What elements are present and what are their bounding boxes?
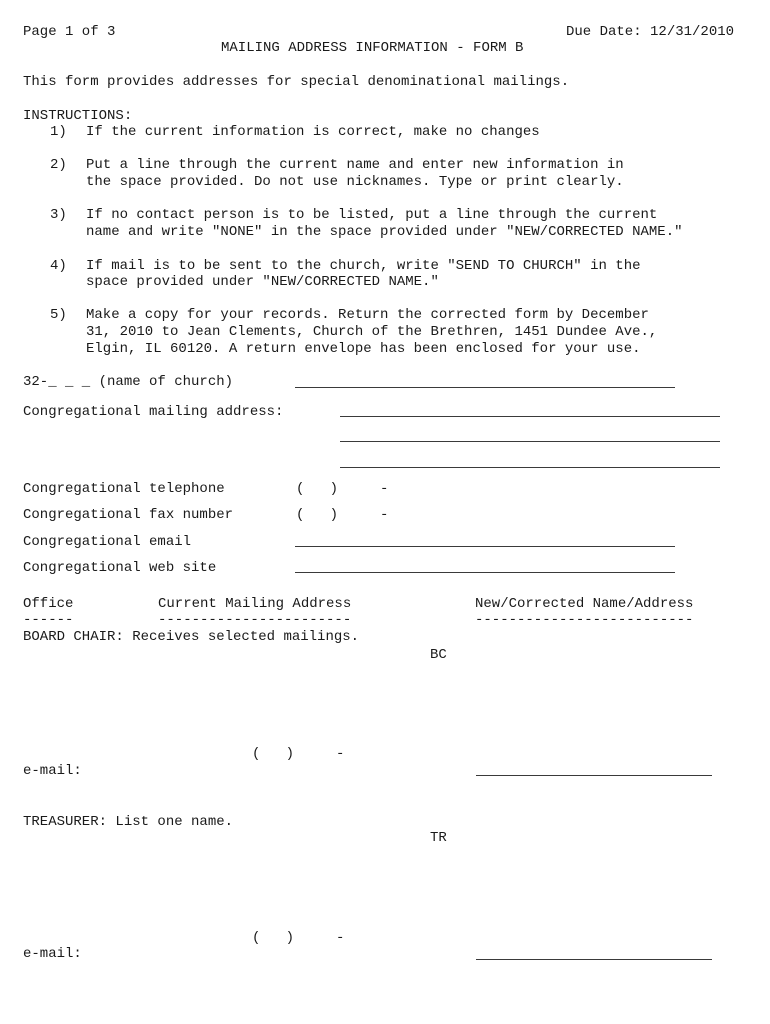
instruction-line: Elgin, IL 60120. A return envelope has been enclosed for your use.	[86, 341, 641, 357]
instruction-number: 4)	[50, 258, 67, 274]
mailing-address-blank-1[interactable]	[340, 416, 720, 417]
mailing-address-blank-2[interactable]	[340, 441, 720, 442]
telephone-field[interactable]: ( ) -	[296, 481, 389, 497]
board-chair-phone[interactable]: ( ) -	[252, 746, 345, 762]
church-name-blank[interactable]	[295, 387, 675, 388]
mailing-address-label: Congregational mailing address:	[23, 404, 284, 420]
treasurer-email-label: e-mail:	[23, 946, 82, 962]
column-divider-new: --------------------------	[475, 612, 694, 628]
email-blank[interactable]	[295, 546, 675, 547]
column-header-office: Office	[23, 596, 74, 612]
email-label: Congregational email	[23, 534, 192, 550]
instruction-number: 5)	[50, 307, 67, 323]
board-chair-email-blank[interactable]	[476, 775, 712, 776]
instruction-line: Make a copy for your records. Return the corrected form by December	[86, 307, 649, 323]
fax-label: Congregational fax number	[23, 507, 234, 523]
instruction-line: Put a line through the current name and enter new information in	[86, 157, 624, 173]
treasurer-label: TREASURER: List one name.	[23, 814, 234, 830]
board-chair-label: BOARD CHAIR: Receives selected mailings.	[23, 629, 360, 645]
telephone-label: Congregational telephone	[23, 481, 225, 497]
column-header-new: New/Corrected Name/Address	[475, 596, 694, 612]
intro-text: This form provides addresses for special denominational mailings.	[23, 74, 570, 90]
instruction-line: 31, 2010 to Jean Clements, Church of the Brethren, 1451 Dundee Ave.,	[86, 324, 658, 340]
mailing-address-blank-3[interactable]	[340, 467, 720, 468]
instructions-heading: INSTRUCTIONS:	[23, 108, 133, 124]
instruction-number: 2)	[50, 157, 67, 173]
instruction-line: the space provided. Do not use nicknames. Type or print clearly.	[86, 174, 624, 190]
form-title: MAILING ADDRESS INFORMATION - FORM B	[221, 40, 524, 56]
instruction-line: If mail is to be sent to the church, write "SEND TO CHURCH" in the	[86, 258, 641, 274]
church-name-label: 32-_ _ _ (name of church)	[23, 374, 234, 390]
due-date: Due Date: 12/31/2010	[566, 24, 735, 40]
website-blank[interactable]	[295, 572, 675, 573]
treasurer-code: TR	[430, 830, 447, 846]
instruction-line: If no contact person is to be listed, put a line through the current	[86, 207, 658, 223]
fax-field[interactable]: ( ) -	[296, 507, 389, 523]
treasurer-phone[interactable]: ( ) -	[252, 930, 345, 946]
board-chair-email-label: e-mail:	[23, 763, 82, 779]
column-header-current: Current Mailing Address	[158, 596, 352, 612]
instruction-line: name and write "NONE" in the space provided under "NEW/CORRECTED NAME."	[86, 224, 683, 240]
column-divider-office: ------	[23, 612, 74, 628]
treasurer-email-blank[interactable]	[476, 959, 712, 960]
instruction-number: 3)	[50, 207, 67, 223]
website-label: Congregational web site	[23, 560, 217, 576]
instruction-number: 1)	[50, 124, 67, 140]
instruction-line: space provided under "NEW/CORRECTED NAME."	[86, 274, 439, 290]
instruction-line: If the current information is correct, make no changes	[86, 124, 540, 140]
column-divider-current: -----------------------	[158, 612, 352, 628]
page-number: Page 1 of 3	[23, 24, 116, 40]
board-chair-code: BC	[430, 647, 447, 663]
